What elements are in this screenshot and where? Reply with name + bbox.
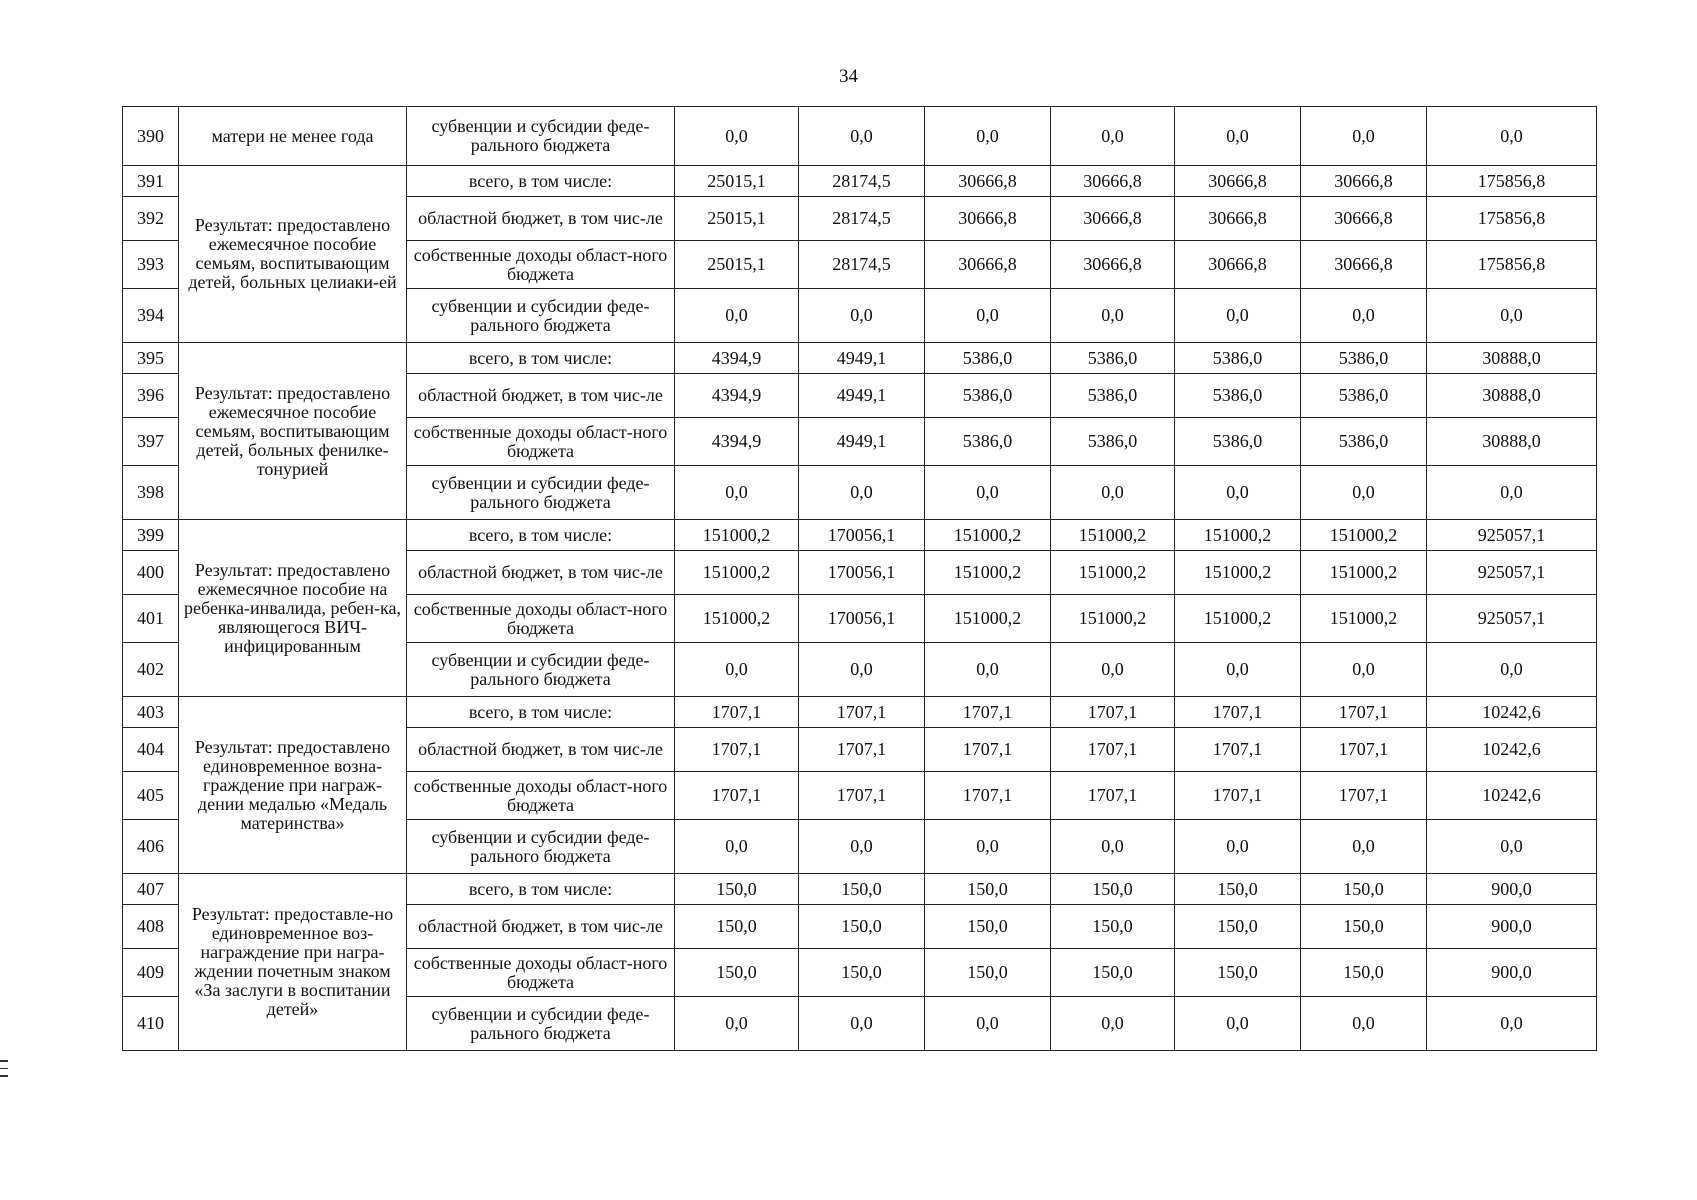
funding-source: субвенции и субсидии феде-рального бюджета [407,997,675,1051]
year-value-cell: 0,0 [799,466,925,520]
year-value-cell: 150,0 [1175,905,1301,949]
year-value-cell: 151000,2 [1301,551,1427,595]
year-value-cell: 0,0 [1301,289,1427,343]
total-value-cell: 900,0 [1427,949,1597,997]
year-value-cell: 0,0 [1051,466,1175,520]
year-value-cell: 1707,1 [799,697,925,728]
year-value-cell: 0,0 [925,107,1051,166]
funding-source: собственные доходы област-ного бюджета [407,241,675,289]
year-value-cell: 30666,8 [1051,197,1175,241]
year-value-cell: 151000,2 [1051,595,1175,643]
table-body [123,107,1597,1051]
year-value-cell: 150,0 [1051,874,1175,905]
total-value-cell: 175856,8 [1427,241,1597,289]
year-value-cell: 1707,1 [1301,697,1427,728]
row-number: 390 [123,107,179,166]
funding-source: субвенции и субсидии феде-рального бюджета [407,820,675,874]
year-value-cell: 0,0 [1051,820,1175,874]
year-value-cell: 150,0 [1301,949,1427,997]
page-number: 34 [839,66,858,87]
total-value-cell: 175856,8 [1427,197,1597,241]
year-value-cell: 0,0 [799,289,925,343]
funding-source: областной бюджет, в том чис-ле [407,197,675,241]
total-value-cell: 925057,1 [1427,520,1597,551]
row-number: 398 [123,466,179,520]
funding-source: собственные доходы област-ного бюджета [407,418,675,466]
year-value-cell: 0,0 [1051,997,1175,1051]
row-number: 407 [123,874,179,905]
year-value-cell: 1707,1 [1175,728,1301,772]
year-value-cell: 30666,8 [925,166,1051,197]
year-value-cell: 30666,8 [1175,197,1301,241]
year-value-cell: 1707,1 [675,697,799,728]
funding-source: всего, в том числе: [407,520,675,551]
funding-source: собственные доходы област-ного бюджета [407,772,675,820]
row-number: 397 [123,418,179,466]
table-row [123,166,1597,197]
year-value-cell: 1707,1 [1301,728,1427,772]
year-value-cell: 0,0 [1175,643,1301,697]
year-value-cell: 150,0 [1301,905,1427,949]
year-value-cell: 30666,8 [925,197,1051,241]
year-value-cell: 170056,1 [799,595,925,643]
total-value-cell: 925057,1 [1427,551,1597,595]
row-number: 404 [123,728,179,772]
year-value-cell: 5386,0 [1051,343,1175,374]
margin-marks [0,1060,8,1083]
year-value-cell: 151000,2 [1051,520,1175,551]
row-number: 403 [123,697,179,728]
funding-source: собственные доходы област-ного бюджета [407,595,675,643]
row-number: 393 [123,241,179,289]
year-value-cell: 0,0 [1301,643,1427,697]
year-value-cell: 1707,1 [1175,697,1301,728]
year-value-cell: 0,0 [799,820,925,874]
year-value-cell: 25015,1 [675,241,799,289]
year-value-cell: 1707,1 [1051,697,1175,728]
result-description: Результат: предоставле-но единовременное воз-награждение при награ-ждении почетным знаком «За заслуги в воспитании детей» [179,874,407,1051]
year-value-cell: 4394,9 [675,343,799,374]
funding-source: областной бюджет, в том чис-ле [407,905,675,949]
result-description: матери не менее года [179,107,407,166]
table-row [123,697,1597,728]
funding-source: областной бюджет, в том чис-ле [407,551,675,595]
funding-source: субвенции и субсидии феде-ральноrо бюджета [407,107,675,166]
year-value-cell: 5386,0 [1051,418,1175,466]
year-value-cell: 0,0 [1175,107,1301,166]
total-value-cell: 0,0 [1427,820,1597,874]
year-value-cell: 151000,2 [675,595,799,643]
funding-source: всего, в том числе: [407,166,675,197]
year-value-cell: 5386,0 [1175,343,1301,374]
total-value-cell: 900,0 [1427,905,1597,949]
total-value-cell: 0,0 [1427,643,1597,697]
row-number: 402 [123,643,179,697]
funding-source: областной бюджет, в том чис-ле [407,374,675,418]
result-description: Результат: предоставлено единовременное возна-граждение при награж-дении медалью «Медаль материнства» [179,697,407,874]
year-value-cell: 4949,1 [799,343,925,374]
total-value-cell: 10242,6 [1427,697,1597,728]
budget-table [122,106,1597,1051]
year-value-cell: 5386,0 [1175,374,1301,418]
year-value-cell: 28174,5 [799,166,925,197]
year-value-cell: 1707,1 [675,772,799,820]
year-value-cell: 151000,2 [1301,595,1427,643]
total-value-cell: 925057,1 [1427,595,1597,643]
row-number: 394 [123,289,179,343]
funding-source: субвенции и субсидии феде-рального бюджета [407,289,675,343]
year-value-cell: 0,0 [925,466,1051,520]
row-number: 409 [123,949,179,997]
year-value-cell: 0,0 [799,643,925,697]
year-value-cell: 150,0 [1301,874,1427,905]
year-value-cell: 151000,2 [925,595,1051,643]
year-value-cell: 150,0 [1175,874,1301,905]
year-value-cell: 151000,2 [1175,595,1301,643]
year-value-cell: 150,0 [799,905,925,949]
year-value-cell: 150,0 [799,949,925,997]
year-value-cell: 1707,1 [1301,772,1427,820]
year-value-cell: 150,0 [1051,905,1175,949]
year-value-cell: 4949,1 [799,374,925,418]
table-row [123,874,1597,905]
row-number: 399 [123,520,179,551]
year-value-cell: 30666,8 [1175,241,1301,289]
year-value-cell: 1707,1 [1051,728,1175,772]
year-value-cell: 0,0 [1301,997,1427,1051]
row-number: 406 [123,820,179,874]
year-value-cell: 0,0 [925,820,1051,874]
row-number: 410 [123,997,179,1051]
total-value-cell: 30888,0 [1427,374,1597,418]
funding-source: всего, в том числе: [407,874,675,905]
total-value-cell: 0,0 [1427,997,1597,1051]
year-value-cell: 0,0 [925,643,1051,697]
year-value-cell: 0,0 [1301,820,1427,874]
total-value-cell: 30888,0 [1427,343,1597,374]
year-value-cell: 28174,5 [799,241,925,289]
row-number: 395 [123,343,179,374]
year-value-cell: 150,0 [675,874,799,905]
year-value-cell: 0,0 [1301,107,1427,166]
year-value-cell: 1707,1 [799,728,925,772]
total-value-cell: 10242,6 [1427,772,1597,820]
year-value-cell: 1707,1 [925,772,1051,820]
year-value-cell: 5386,0 [925,418,1051,466]
year-value-cell: 0,0 [1051,643,1175,697]
year-value-cell: 150,0 [1175,949,1301,997]
year-value-cell: 1707,1 [925,697,1051,728]
year-value-cell: 30666,8 [1301,166,1427,197]
year-value-cell: 30666,8 [1051,166,1175,197]
year-value-cell: 0,0 [1051,107,1175,166]
year-value-cell: 151000,2 [675,551,799,595]
year-value-cell: 151000,2 [1051,551,1175,595]
row-number: 408 [123,905,179,949]
year-value-cell: 0,0 [1175,466,1301,520]
year-value-cell: 5386,0 [1301,343,1427,374]
row-number: 405 [123,772,179,820]
year-value-cell: 28174,5 [799,197,925,241]
year-value-cell: 5386,0 [1301,418,1427,466]
total-value-cell: 900,0 [1427,874,1597,905]
funding-source: субвенции и субсидии феде-рального бюджета [407,643,675,697]
year-value-cell: 5386,0 [1301,374,1427,418]
year-value-cell: 150,0 [799,874,925,905]
row-number: 400 [123,551,179,595]
year-value-cell: 151000,2 [925,520,1051,551]
total-value-cell: 0,0 [1427,107,1597,166]
year-value-cell: 30666,8 [1175,166,1301,197]
year-value-cell: 0,0 [675,107,799,166]
year-value-cell: 30666,8 [1051,241,1175,289]
year-value-cell: 5386,0 [925,374,1051,418]
year-value-cell: 151000,2 [1301,520,1427,551]
year-value-cell: 0,0 [675,643,799,697]
year-value-cell: 1707,1 [675,728,799,772]
total-value-cell: 0,0 [1427,466,1597,520]
total-value-cell: 0,0 [1427,289,1597,343]
year-value-cell: 0,0 [675,997,799,1051]
year-value-cell: 1707,1 [799,772,925,820]
year-value-cell: 25015,1 [675,197,799,241]
result-description: Результат: предоставлено ежемесячное пособие на ребенка-инвалида, ребен-ка, являющегося ВИЧ-инфицированным [179,520,407,697]
result-description: Результат: предоставлено ежемесячное пособие семьям, воспитывающим детей, больных фенилке-тонурией [179,343,407,520]
year-value-cell: 0,0 [675,820,799,874]
row-number: 401 [123,595,179,643]
funding-source: субвенции и субсидии феде-рального бюджета [407,466,675,520]
year-value-cell: 1707,1 [925,728,1051,772]
year-value-cell: 0,0 [925,997,1051,1051]
year-value-cell: 150,0 [925,905,1051,949]
year-value-cell: 151000,2 [1175,551,1301,595]
year-value-cell: 150,0 [675,949,799,997]
total-value-cell: 10242,6 [1427,728,1597,772]
year-value-cell: 0,0 [1301,466,1427,520]
year-value-cell: 170056,1 [799,551,925,595]
funding-source: всего, в том числе: [407,697,675,728]
year-value-cell: 1707,1 [1175,772,1301,820]
year-value-cell: 0,0 [1051,289,1175,343]
year-value-cell: 150,0 [925,949,1051,997]
year-value-cell: 0,0 [925,289,1051,343]
year-value-cell: 0,0 [675,289,799,343]
row-number: 391 [123,166,179,197]
funding-source: собственные доходы област-ного бюджета [407,949,675,997]
year-value-cell: 151000,2 [925,551,1051,595]
year-value-cell: 0,0 [1175,820,1301,874]
year-value-cell: 4394,9 [675,374,799,418]
year-value-cell: 4949,1 [799,418,925,466]
year-value-cell: 5386,0 [1051,374,1175,418]
table-row [123,343,1597,374]
table-row [123,520,1597,551]
total-value-cell: 175856,8 [1427,166,1597,197]
row-number: 392 [123,197,179,241]
year-value-cell: 0,0 [799,107,925,166]
year-value-cell: 150,0 [925,874,1051,905]
year-value-cell: 4394,9 [675,418,799,466]
year-value-cell: 170056,1 [799,520,925,551]
year-value-cell: 150,0 [1051,949,1175,997]
year-value-cell: 0,0 [675,466,799,520]
year-value-cell: 30666,8 [1301,197,1427,241]
year-value-cell: 0,0 [799,997,925,1051]
funding-source: всего, в том числе: [407,343,675,374]
year-value-cell: 5386,0 [925,343,1051,374]
total-value-cell: 30888,0 [1427,418,1597,466]
year-value-cell: 5386,0 [1175,418,1301,466]
year-value-cell: 0,0 [1175,289,1301,343]
row-number: 396 [123,374,179,418]
year-value-cell: 0,0 [1175,997,1301,1051]
year-value-cell: 30666,8 [1301,241,1427,289]
year-value-cell: 151000,2 [675,520,799,551]
year-value-cell: 150,0 [675,905,799,949]
funding-source: областной бюджет, в том чис-ле [407,728,675,772]
year-value-cell: 30666,8 [925,241,1051,289]
result-description: Результат: предоставлено ежемесячное пособие семьям, воспитывающим детей, больных целиаки-ей [179,166,407,343]
year-value-cell: 151000,2 [1175,520,1301,551]
year-value-cell: 1707,1 [1051,772,1175,820]
year-value-cell: 25015,1 [675,166,799,197]
table-row [123,107,1597,166]
